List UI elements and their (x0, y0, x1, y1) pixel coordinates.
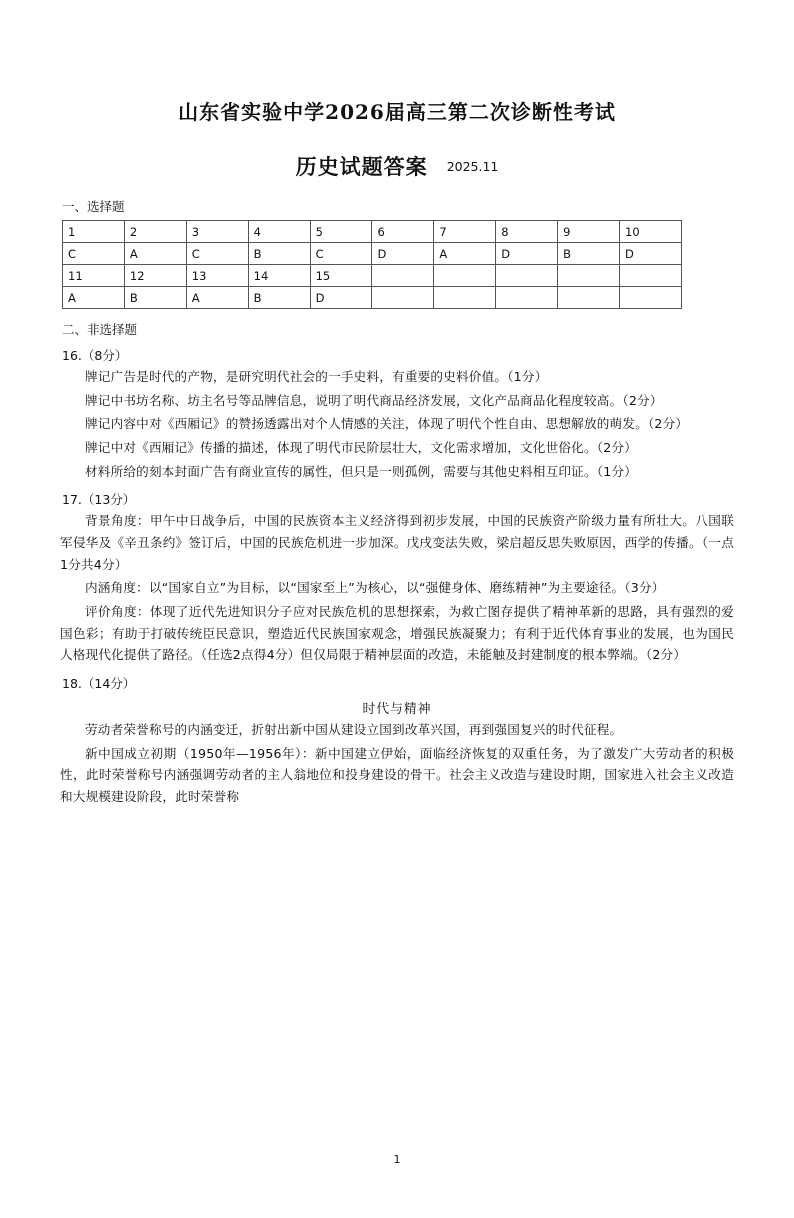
table-cell: 9 (558, 221, 620, 243)
table-cell (372, 287, 434, 309)
table-cell: 12 (124, 265, 186, 287)
answer-paragraph: 评价角度：体现了近代先进知识分子应对民族危机的思想探索，为救亡图存提供了精神革新的思路，具有强烈的爱国色彩；有助于打破传统臣民意识，塑造近代民族国家观念，增强民族凝聚力；有利于近代体育事业的发展，也为国民人格现代化提供了路径。（任选2点得4分）但仅局限于精神层面的改造，未能触及封建制度的根本弊端。（2分） (60, 603, 734, 663)
table-cell: 4 (248, 221, 310, 243)
table-cell: D (496, 243, 558, 265)
table-cell: 7 (434, 221, 496, 243)
table-cell: D (372, 243, 434, 265)
answer-paragraph: 内涵角度：以“国家自立”为目标，以“国家至上”为核心，以“强健身体、磨练精神”为主要途径。（3分） (85, 580, 665, 596)
section-label-multiple-choice: 一、选择题 (62, 199, 125, 214)
table-cell: B (248, 243, 310, 265)
essay-heading: 时代与精神 (362, 701, 432, 717)
table-cell: B (558, 243, 620, 265)
table-cell (620, 287, 682, 309)
table-cell: 14 (248, 265, 310, 287)
answer-paragraph: 背景角度：甲午中日战争后，中国的民族资本主义经济得到初步发展，中国的民族资产阶级力量有所壮大。八国联军侵华及《辛丑条约》签订后，中国的民族危机进一步加深。戊戌变法失败，梁启超反思失败原因，西学的传播。（一点1分共4分） (60, 513, 734, 572)
table-cell: D (620, 243, 682, 265)
question-number-17: 17.（13分） (62, 492, 136, 508)
page-title: 山东省实验中学2026届高三第二次诊断性考试 (178, 100, 616, 124)
answer-paragraph: 牌记中书坊名称、坊主名号等品牌信息，说明了明代商品经济发展，文化产品商品化程度较高。（2分） (85, 392, 663, 408)
document-subtitle: 历史试题答案 (295, 154, 428, 179)
document-page (0, 96, 794, 1218)
table-cell: 1 (63, 221, 125, 243)
page-number: 1 (393, 1153, 401, 1166)
table-cell: C (310, 243, 372, 265)
table-cell: D (310, 287, 372, 309)
answer-key-table (62, 220, 682, 309)
question-number-18: 18.（14分） (62, 675, 136, 691)
table-cell: 5 (310, 221, 372, 243)
table-cell (434, 265, 496, 287)
document-date: 2025.11 (446, 159, 499, 174)
table-cell: 10 (620, 221, 682, 243)
table-cell (372, 265, 434, 287)
table-cell (620, 265, 682, 287)
table-row (63, 265, 682, 287)
table-cell: C (63, 243, 125, 265)
table-cell (558, 265, 620, 287)
table-cell: 13 (186, 265, 248, 287)
table-cell (496, 265, 558, 287)
table-cell: 8 (496, 221, 558, 243)
table-cell: A (124, 243, 186, 265)
table-cell: C (186, 243, 248, 265)
table-cell: 6 (372, 221, 434, 243)
table-cell: B (124, 287, 186, 309)
answer-paragraph: 牌记内容中对《西厢记》的赞扬透露出对个人情感的关注，体现了明代个性自由、思想解放的萌发。（2分） (85, 416, 689, 432)
table-cell (558, 287, 620, 309)
question-number-16: 16.（8分） (62, 348, 128, 363)
table-row (63, 287, 682, 309)
answer-paragraph: 新中国成立初期（1950年—1956年）：新中国建立伊始，面临经济恢复的双重任务，为了激发广大劳动者的积极性，此时荣誉称号内涵强调劳动者的主人翁地位和投身建设的骨干。社会主义改造与建设时期，国家进入社会主义改造和大规模建设阶段，此时荣誉称 (60, 745, 734, 804)
table-cell: 15 (310, 265, 372, 287)
table-cell (496, 287, 558, 309)
table-row (63, 221, 682, 243)
table-cell: 11 (63, 265, 125, 287)
section-label-essay: 二、非选择题 (62, 322, 138, 337)
table-cell: A (63, 287, 125, 309)
table-cell: 3 (186, 221, 248, 243)
table-cell: A (434, 243, 496, 265)
table-cell: 2 (124, 221, 186, 243)
subtitle-row (60, 151, 734, 181)
table-cell (434, 287, 496, 309)
table-cell: B (248, 287, 310, 309)
table-cell: A (186, 287, 248, 309)
answer-paragraph: 牌记广告是时代的产物，是研究明代社会的一手史料，有重要的史料价值。（1分） (85, 369, 548, 384)
answer-paragraph: 牌记中对《西厢记》传播的描述，体现了明代市民阶层壮大，文化需求增加，文化世俗化。（2分） (85, 439, 638, 455)
table-row (63, 243, 682, 265)
answer-paragraph: 材料所给的刻本封面广告有商业宣传的属性，但只是一则孤例，需要与其他史料相互印证。（1分） (85, 463, 638, 479)
answer-paragraph: 劳动者荣誉称号的内涵变迁，折射出新中国从建设立国到改革兴国，再到强国复兴的时代征程。 (85, 721, 623, 737)
